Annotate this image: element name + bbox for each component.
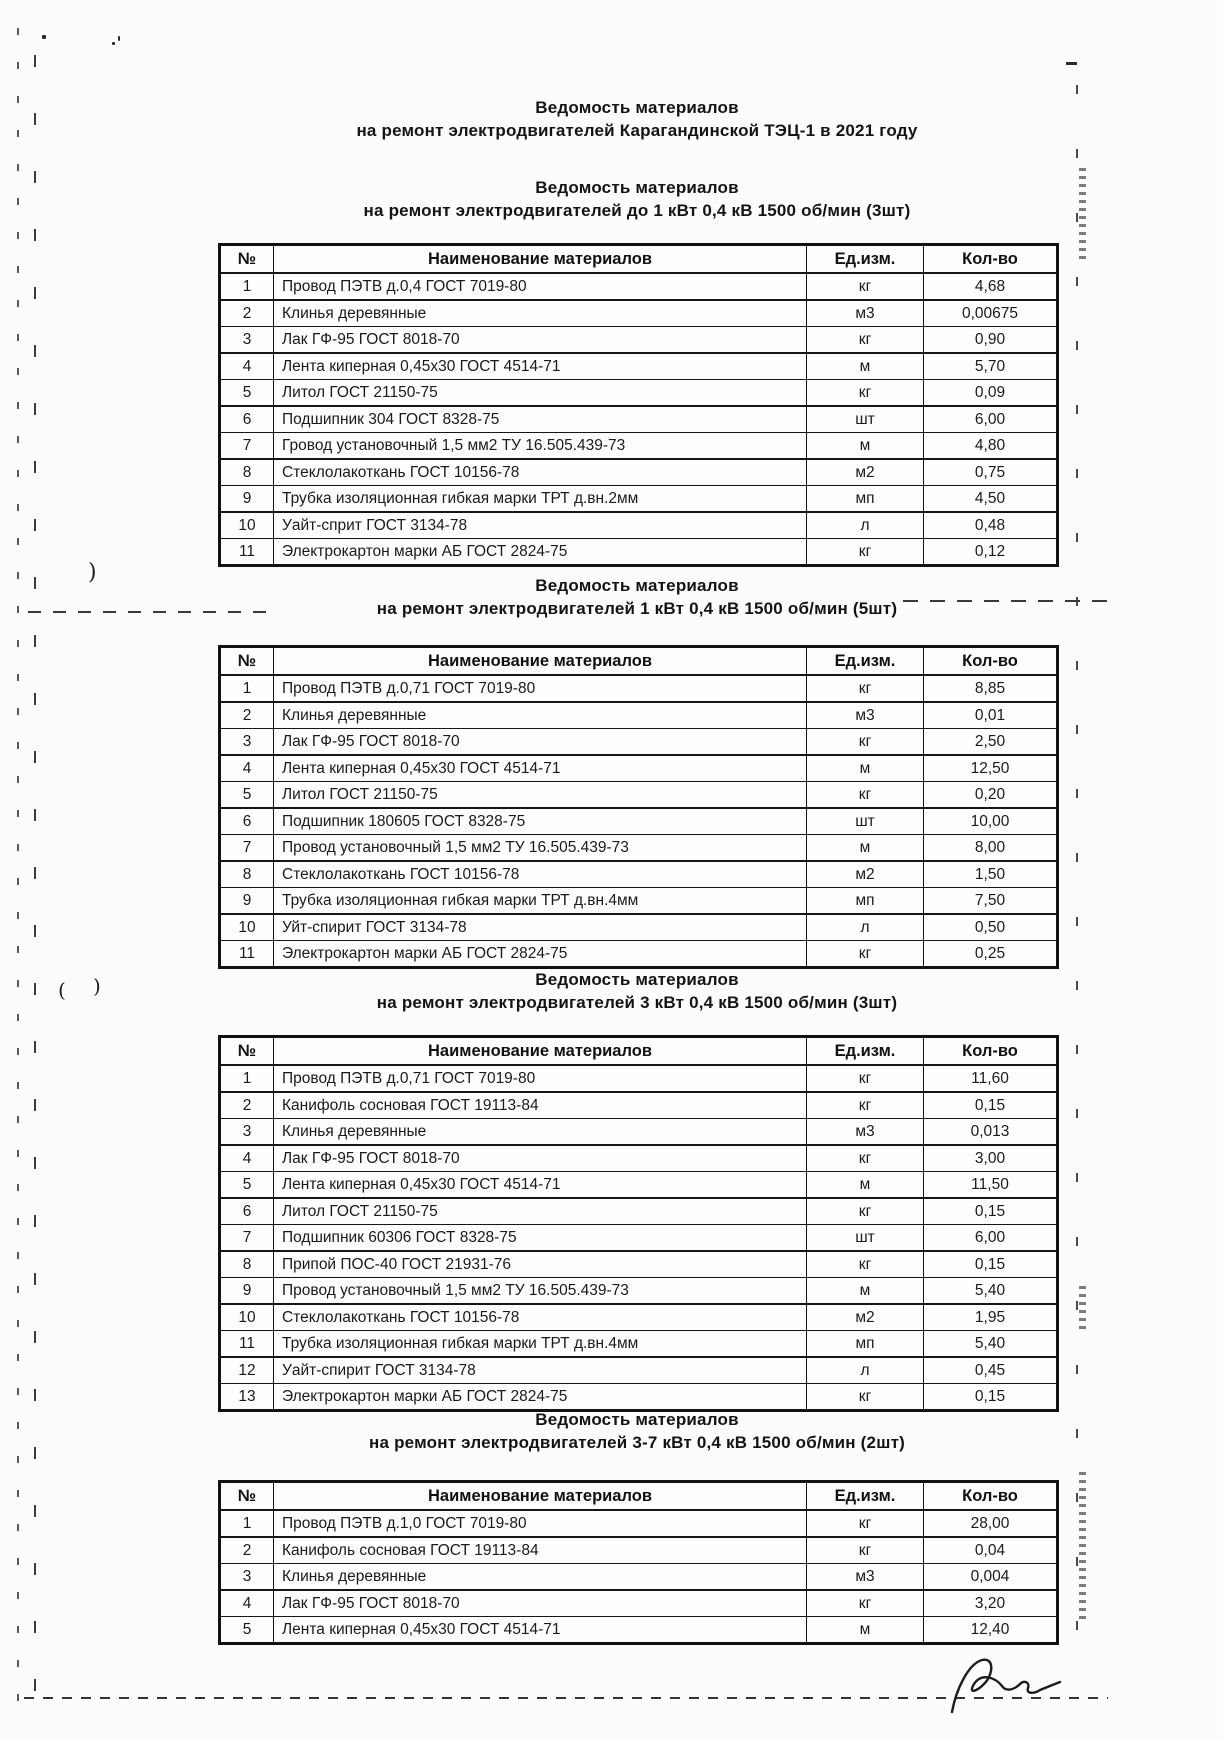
cell-quantity: 0,00675	[924, 300, 1058, 327]
cell-unit: л	[807, 1357, 924, 1384]
cell-quantity: 12,40	[924, 1617, 1058, 1644]
cell-unit: м2	[807, 459, 924, 486]
section-3-title-line1: Ведомость материалов	[535, 970, 739, 989]
section-4-title-line2: на ремонт электродвигателей 3-7 кВт 0,4 кВ 1500 об/мин (2шт)	[369, 1433, 905, 1452]
cell-unit: шт	[807, 1225, 924, 1252]
scan-artifact-paren-mark: (	[58, 978, 66, 1002]
cell-quantity: 1,50	[924, 861, 1058, 888]
scan-artifact-left-dashed-line-2	[34, 55, 36, 1705]
cell-material-name: Провод ПЭТВ д.0,4 ГОСТ 7019-80	[274, 273, 807, 300]
header-cell-name: Наименование материалов	[274, 1037, 807, 1066]
table-row	[220, 941, 1058, 968]
table-row	[220, 1251, 1058, 1278]
cell-row-number: 1	[220, 273, 274, 300]
cell-unit: м3	[807, 1564, 924, 1591]
table-row	[220, 512, 1058, 539]
cell-unit: кг	[807, 1198, 924, 1225]
cell-material-name: Уайт-сприт ГОСТ 3134-78	[274, 512, 807, 539]
table-row	[220, 459, 1058, 486]
table-row	[220, 406, 1058, 433]
materials-table-3	[218, 1035, 1059, 1412]
cell-unit: м3	[807, 702, 924, 729]
signature-mark	[938, 1650, 1068, 1730]
table-header-row	[220, 1037, 1058, 1066]
cell-quantity: 1,95	[924, 1304, 1058, 1331]
cell-row-number: 8	[220, 1251, 274, 1278]
cell-unit: кг	[807, 1384, 924, 1411]
cell-row-number: 3	[220, 1119, 274, 1146]
cell-material-name: Провод установочный 1,5 мм2 ТУ 16.505.439-73	[274, 1278, 807, 1305]
cell-material-name: Гровод установочный 1,5 мм2 ТУ 16.505.439-73	[274, 433, 807, 460]
cell-quantity: 5,70	[924, 353, 1058, 380]
header-cell-qty: Кол-во	[924, 1482, 1058, 1511]
scan-artifact-edge-smudge-2	[1079, 1286, 1086, 1332]
cell-row-number: 11	[220, 539, 274, 566]
cell-unit: кг	[807, 1065, 924, 1092]
cell-row-number: 4	[220, 1145, 274, 1172]
cell-row-number: 7	[220, 835, 274, 862]
cell-row-number: 7	[220, 433, 274, 460]
cell-material-name: Уйт-спирит ГОСТ 3134-78	[274, 914, 807, 941]
section-2-title-line1: Ведомость материалов	[535, 576, 739, 595]
cell-unit: кг	[807, 380, 924, 407]
cell-unit: м	[807, 755, 924, 782]
cell-unit: м2	[807, 861, 924, 888]
cell-unit: мп	[807, 486, 924, 513]
materials-table-1	[218, 243, 1059, 567]
cell-unit: мп	[807, 888, 924, 915]
cell-material-name: Провод ПЭТВ д.0,71 ГОСТ 7019-80	[274, 675, 807, 702]
table-row	[220, 861, 1058, 888]
table-row	[220, 1331, 1058, 1358]
cell-row-number: 7	[220, 1225, 274, 1252]
header-cell-qty: Кол-во	[924, 1037, 1058, 1066]
cell-unit: кг	[807, 1145, 924, 1172]
table-row	[220, 914, 1058, 941]
table-row	[220, 380, 1058, 407]
cell-material-name: Лента киперная 0,45х30 ГОСТ 4514-71	[274, 1172, 807, 1199]
cell-quantity: 0,90	[924, 327, 1058, 354]
scan-artifact-left-dashed-line-1	[17, 28, 19, 1726]
cell-unit: шт	[807, 808, 924, 835]
cell-quantity: 11,60	[924, 1065, 1058, 1092]
cell-quantity: 8,00	[924, 835, 1058, 862]
cell-material-name: Трубка изоляционная гибкая марки ТРТ д.вн.4мм	[274, 888, 807, 915]
cell-material-name: Трубка изоляционная гибкая марки ТРТ д.вн.2мм	[274, 486, 807, 513]
cell-row-number: 2	[220, 702, 274, 729]
cell-material-name: Клинья деревянные	[274, 1119, 807, 1146]
cell-material-name: Уайт-спирит ГОСТ 3134-78	[274, 1357, 807, 1384]
cell-row-number: 4	[220, 1590, 274, 1617]
materials-table-4	[218, 1480, 1059, 1645]
cell-unit: кг	[807, 1510, 924, 1537]
header-cell-unit: Ед.изм.	[807, 245, 924, 274]
cell-quantity: 0,50	[924, 914, 1058, 941]
cell-material-name: Провод ПЭТВ д.0,71 ГОСТ 7019-80	[274, 1065, 807, 1092]
cell-unit: кг	[807, 327, 924, 354]
main-title-line1: Ведомость материалов	[535, 98, 739, 117]
table-row	[220, 1119, 1058, 1146]
cell-row-number: 5	[220, 1617, 274, 1644]
cell-material-name: Припой ПОС-40 ГОСТ 21931-76	[274, 1251, 807, 1278]
cell-unit: кг	[807, 729, 924, 756]
cell-row-number: 2	[220, 1537, 274, 1564]
cell-unit: м2	[807, 1304, 924, 1331]
cell-row-number: 6	[220, 808, 274, 835]
table-row	[220, 1145, 1058, 1172]
section-4-title-line1: Ведомость материалов	[535, 1410, 739, 1429]
cell-row-number: 4	[220, 755, 274, 782]
header-cell-unit: Ед.изм.	[807, 647, 924, 676]
materials-table-2	[218, 645, 1059, 969]
cell-material-name: Канифоль сосновая ГОСТ 19113-84	[274, 1537, 807, 1564]
cell-row-number: 13	[220, 1384, 274, 1411]
cell-row-number: 5	[220, 1172, 274, 1199]
cell-quantity: 0,15	[924, 1384, 1058, 1411]
cell-quantity: 0,75	[924, 459, 1058, 486]
cell-row-number: 1	[220, 1510, 274, 1537]
table-row	[220, 808, 1058, 835]
section-2-title-line2: на ремонт электродвигателей 1 кВт 0,4 кВ 1500 об/мин (5шт)	[376, 599, 898, 618]
cell-row-number: 9	[220, 888, 274, 915]
cell-material-name: Электрокартон марки АБ ГОСТ 2824-75	[274, 539, 807, 566]
table-row	[220, 1510, 1058, 1537]
cell-material-name: Лента киперная 0,45х30 ГОСТ 4514-71	[274, 1617, 807, 1644]
cell-quantity: 0,013	[924, 1119, 1058, 1146]
header-cell-qty: Кол-во	[924, 245, 1058, 274]
cell-quantity: 5,40	[924, 1278, 1058, 1305]
section-3-title-line2: на ремонт электродвигателей 3 кВт 0,4 кВ 1500 об/мин (3шт)	[376, 993, 898, 1012]
cell-unit: кг	[807, 782, 924, 809]
cell-row-number: 6	[220, 1198, 274, 1225]
section-1-title-line1: Ведомость материалов	[535, 178, 739, 197]
cell-row-number: 8	[220, 861, 274, 888]
table-row	[220, 1172, 1058, 1199]
header-cell-num: №	[220, 647, 274, 676]
scan-artifact-speck	[42, 35, 46, 39]
cell-material-name: Стеклолакоткань ГОСТ 10156-78	[274, 861, 807, 888]
cell-quantity: 8,85	[924, 675, 1058, 702]
header-cell-num: №	[220, 245, 274, 274]
table-row	[220, 1065, 1058, 1092]
cell-quantity: 0,09	[924, 380, 1058, 407]
cell-row-number: 10	[220, 1304, 274, 1331]
table-row	[220, 486, 1058, 513]
cell-row-number: 3	[220, 729, 274, 756]
cell-unit: кг	[807, 273, 924, 300]
scan-artifact-paren-mark: )	[93, 974, 101, 998]
header-cell-name: Наименование материалов	[274, 1482, 807, 1511]
cell-unit: л	[807, 512, 924, 539]
cell-material-name: Лента киперная 0,45х30 ГОСТ 4514-71	[274, 353, 807, 380]
cell-row-number: 12	[220, 1357, 274, 1384]
cell-quantity: 3,20	[924, 1590, 1058, 1617]
cell-unit: м	[807, 1278, 924, 1305]
table-row	[220, 433, 1058, 460]
section-title-1	[218, 176, 1056, 222]
header-cell-num: №	[220, 1482, 274, 1511]
cell-quantity: 5,40	[924, 1331, 1058, 1358]
cell-row-number: 9	[220, 486, 274, 513]
cell-row-number: 8	[220, 459, 274, 486]
table-row	[220, 1278, 1058, 1305]
cell-row-number: 6	[220, 406, 274, 433]
table-row	[220, 835, 1058, 862]
cell-unit: кг	[807, 941, 924, 968]
cell-material-name: Стеклолакоткань ГОСТ 10156-78	[274, 1304, 807, 1331]
header-cell-unit: Ед.изм.	[807, 1037, 924, 1066]
cell-unit: м	[807, 433, 924, 460]
cell-material-name: Провод установочный 1,5 мм2 ТУ 16.505.439-73	[274, 835, 807, 862]
cell-quantity: 6,00	[924, 1225, 1058, 1252]
table-row	[220, 327, 1058, 354]
table-row	[220, 702, 1058, 729]
cell-row-number: 2	[220, 300, 274, 327]
main-title-line2: на ремонт электродвигателей Карагандинской ТЭЦ-1 в 2021 году	[356, 121, 918, 140]
table-row	[220, 782, 1058, 809]
scan-artifact-speck	[112, 42, 115, 45]
cell-unit: м	[807, 1617, 924, 1644]
cell-material-name: Подшипник 304 ГОСТ 8328-75	[274, 406, 807, 433]
table-row	[220, 729, 1058, 756]
table-row	[220, 1225, 1058, 1252]
cell-row-number: 5	[220, 782, 274, 809]
cell-row-number: 3	[220, 1564, 274, 1591]
table-row	[220, 1617, 1058, 1644]
main-title	[218, 96, 1056, 142]
table-row	[220, 675, 1058, 702]
table-row	[220, 1590, 1058, 1617]
table-row	[220, 1198, 1058, 1225]
cell-row-number: 11	[220, 941, 274, 968]
cell-unit: м3	[807, 300, 924, 327]
cell-unit: шт	[807, 406, 924, 433]
cell-row-number: 10	[220, 914, 274, 941]
table-header-row	[220, 647, 1058, 676]
cell-quantity: 6,00	[924, 406, 1058, 433]
scan-artifact-speck	[1066, 62, 1077, 65]
cell-material-name: Трубка изоляционная гибкая марки ТРТ д.вн.4мм	[274, 1331, 807, 1358]
cell-material-name: Клинья деревянные	[274, 1564, 807, 1591]
table-row	[220, 1357, 1058, 1384]
table-row	[220, 300, 1058, 327]
cell-quantity: 4,80	[924, 433, 1058, 460]
cell-quantity: 0,15	[924, 1198, 1058, 1225]
cell-quantity: 0,15	[924, 1251, 1058, 1278]
cell-row-number: 2	[220, 1092, 274, 1119]
cell-row-number: 1	[220, 1065, 274, 1092]
cell-material-name: Лак ГФ-95 ГОСТ 8018-70	[274, 1590, 807, 1617]
cell-quantity: 7,50	[924, 888, 1058, 915]
table-row	[220, 1304, 1058, 1331]
table-row	[220, 1537, 1058, 1564]
header-cell-num: №	[220, 1037, 274, 1066]
cell-quantity: 4,68	[924, 273, 1058, 300]
cell-material-name: Литол ГОСТ 21150-75	[274, 782, 807, 809]
cell-unit: кг	[807, 1537, 924, 1564]
cell-quantity: 0,48	[924, 512, 1058, 539]
table-row	[220, 888, 1058, 915]
cell-material-name: Лента киперная 0,45х30 ГОСТ 4514-71	[274, 755, 807, 782]
header-cell-name: Наименование материалов	[274, 647, 807, 676]
scan-artifact-edge-smudge-1	[1079, 168, 1086, 264]
cell-unit: м	[807, 835, 924, 862]
cell-material-name: Электрокартон марки АБ ГОСТ 2824-75	[274, 1384, 807, 1411]
cell-material-name: Подшипник 60306 ГОСТ 8328-75	[274, 1225, 807, 1252]
cell-row-number: 11	[220, 1331, 274, 1358]
cell-quantity: 0,15	[924, 1092, 1058, 1119]
cell-unit: м	[807, 353, 924, 380]
table-row	[220, 1384, 1058, 1411]
table-row	[220, 539, 1058, 566]
cell-unit: м	[807, 1172, 924, 1199]
table-row	[220, 273, 1058, 300]
cell-quantity: 11,50	[924, 1172, 1058, 1199]
cell-quantity: 0,20	[924, 782, 1058, 809]
header-cell-qty: Кол-во	[924, 647, 1058, 676]
table-row	[220, 1564, 1058, 1591]
cell-quantity: 0,01	[924, 702, 1058, 729]
scan-artifact-speck	[118, 36, 120, 41]
table-row	[220, 755, 1058, 782]
scan-artifact-edge-smudge-3	[1079, 1472, 1086, 1622]
cell-unit: кг	[807, 1590, 924, 1617]
cell-material-name: Канифоль сосновая ГОСТ 19113-84	[274, 1092, 807, 1119]
cell-row-number: 5	[220, 380, 274, 407]
cell-quantity: 2,50	[924, 729, 1058, 756]
cell-material-name: Провод ПЭТВ д.1,0 ГОСТ 7019-80	[274, 1510, 807, 1537]
cell-material-name: Литол ГОСТ 21150-75	[274, 380, 807, 407]
section-title-3	[218, 968, 1056, 1014]
table-header-row	[220, 245, 1058, 274]
section-title-4	[218, 1408, 1056, 1454]
cell-unit: кг	[807, 1092, 924, 1119]
cell-quantity: 0,12	[924, 539, 1058, 566]
section-title-2	[218, 574, 1056, 620]
cell-quantity: 3,00	[924, 1145, 1058, 1172]
cell-unit: кг	[807, 539, 924, 566]
cell-unit: кг	[807, 1251, 924, 1278]
cell-quantity: 28,00	[924, 1510, 1058, 1537]
cell-material-name: Лак ГФ-95 ГОСТ 8018-70	[274, 729, 807, 756]
cell-unit: мп	[807, 1331, 924, 1358]
section-1-title-line2: на ремонт электродвигателей до 1 кВт 0,4 кВ 1500 об/мин (3шт)	[363, 201, 911, 220]
cell-unit: кг	[807, 675, 924, 702]
header-cell-name: Наименование материалов	[274, 245, 807, 274]
table-header-row	[220, 1482, 1058, 1511]
scan-artifact-right-dashed-line	[1076, 85, 1078, 1655]
table-row	[220, 1092, 1058, 1119]
cell-material-name: Лак ГФ-95 ГОСТ 8018-70	[274, 327, 807, 354]
cell-material-name: Электрокартон марки АБ ГОСТ 2824-75	[274, 941, 807, 968]
cell-quantity: 0,25	[924, 941, 1058, 968]
cell-material-name: Лак ГФ-95 ГОСТ 8018-70	[274, 1145, 807, 1172]
cell-quantity: 12,50	[924, 755, 1058, 782]
cell-row-number: 9	[220, 1278, 274, 1305]
cell-material-name: Клинья деревянные	[274, 702, 807, 729]
cell-quantity: 0,04	[924, 1537, 1058, 1564]
cell-row-number: 1	[220, 675, 274, 702]
header-cell-unit: Ед.изм.	[807, 1482, 924, 1511]
cell-material-name: Клинья деревянные	[274, 300, 807, 327]
scan-artifact-paren-mark: )	[88, 560, 97, 585]
scan-artifact-bottom-dashed-line	[24, 1697, 1108, 1699]
cell-quantity: 10,00	[924, 808, 1058, 835]
cell-quantity: 0,004	[924, 1564, 1058, 1591]
cell-material-name: Стеклолакоткань ГОСТ 10156-78	[274, 459, 807, 486]
table-row	[220, 353, 1058, 380]
cell-row-number: 4	[220, 353, 274, 380]
cell-material-name: Литол ГОСТ 21150-75	[274, 1198, 807, 1225]
cell-row-number: 10	[220, 512, 274, 539]
cell-quantity: 4,50	[924, 486, 1058, 513]
cell-material-name: Подшипник 180605 ГОСТ 8328-75	[274, 808, 807, 835]
cell-unit: л	[807, 914, 924, 941]
cell-quantity: 0,45	[924, 1357, 1058, 1384]
cell-unit: м3	[807, 1119, 924, 1146]
cell-row-number: 3	[220, 327, 274, 354]
